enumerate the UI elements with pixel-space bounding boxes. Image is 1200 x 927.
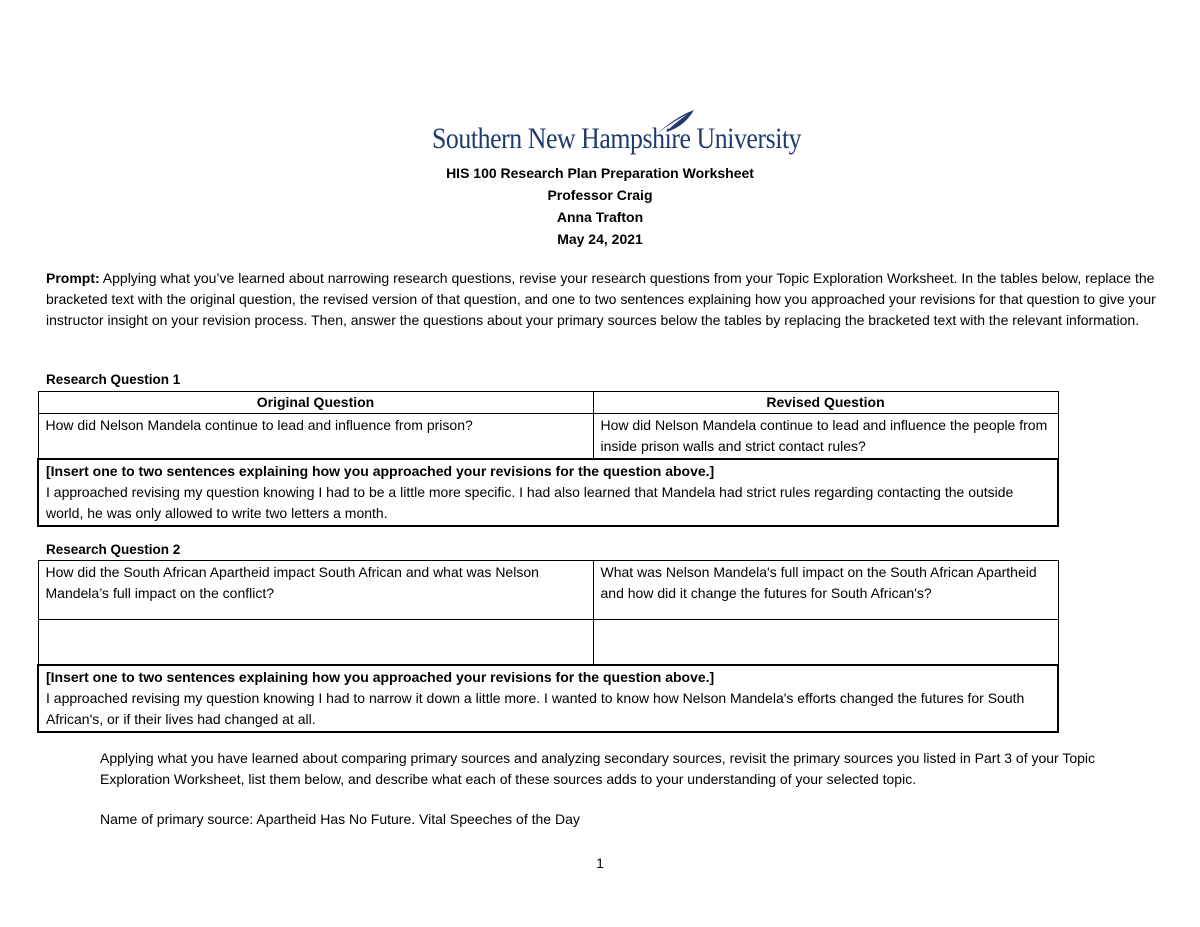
rq2-explanation-text: I approached revising my question knowing I had to narrow it down a little more. I wanted to know how Nelson Mandela's efforts changed the futures for South African's, or if their lives had changed at all. xyxy=(46,690,1025,727)
rq2-empty-cell-left[interactable] xyxy=(38,620,593,666)
rq2-empty-cell-right[interactable] xyxy=(593,620,1058,666)
prompt-label: Prompt: xyxy=(46,270,100,286)
primary-sources-intro: Applying what you have learned about comparing primary sources and analyzing secondary sources, revisit the primary sources you listed in Part 3 of your Topic Exploration Worksheet, list them below, and describe what each of these sources adds to your understanding of your selected topic. xyxy=(100,750,1096,787)
rq2-explanation-cell[interactable] xyxy=(38,665,1058,732)
university-logo xyxy=(432,108,802,160)
research-question-2-table xyxy=(37,560,1059,733)
rq1-original-question[interactable]: How did Nelson Mandela continue to lead and influence from prison? xyxy=(38,414,593,460)
rq2-explanation-instruction: [Insert one to two sentences explaining how you approached your revisions for the question above.] xyxy=(46,669,715,685)
revised-question-header: Revised Question xyxy=(593,392,1058,414)
rq2-revised-question[interactable]: What was Nelson Mandela's full impact on the South African Apartheid and how did it change the futures for South African's? xyxy=(593,561,1058,620)
student-name: Anna Trafton xyxy=(556,209,644,225)
original-question-header: Original Question xyxy=(38,392,593,414)
rq1-explanation-text: I approached revising my question knowing I had to be a little more specific. I had also learned that Mandela had strict rules regarding contacting the outside world, he was only allowed to write two letters a month. xyxy=(46,484,1014,521)
research-question-1-label: Research Question 1 xyxy=(46,372,181,387)
document-header xyxy=(0,162,1200,250)
research-question-2-label: Research Question 2 xyxy=(46,542,181,557)
rq1-revised-question[interactable]: How did Nelson Mandela continue to lead and influence the people from inside prison walls and strict contact rules? xyxy=(593,414,1058,460)
document-date: May 24, 2021 xyxy=(557,231,643,247)
prompt-paragraph xyxy=(46,268,1166,331)
professor-name: Professor Craig xyxy=(547,187,653,203)
research-question-1-table xyxy=(37,391,1059,527)
rq1-explanation-cell[interactable] xyxy=(38,459,1058,526)
prompt-text: Applying what you’ve learned about narrowing research questions, revise your research questions from your Topic Exploration Worksheet. In the tables below, replace the bracketed text with the original question, the revised version of that question, and one to two sentences explaining how you approached your revisions for that question to give your instructor insight on your revision process. Then, answer the questions about your primary sources below the tables by replacing the bracketed text with the relevant information. xyxy=(46,270,1156,328)
worksheet-title: HIS 100 Research Plan Preparation Worksheet xyxy=(446,165,754,181)
rq1-explanation-instruction: [Insert one to two sentences explaining how you approached your revisions for the question above.] xyxy=(46,463,715,479)
logo-text: Southern New Hampshire University xyxy=(432,122,802,155)
rq2-original-question[interactable]: How did the South African Apartheid impact South African and what was Nelson Mandela’s full impact on the conflict? xyxy=(38,561,593,620)
primary-source-name[interactable]: Name of primary source: Apartheid Has No Future. Vital Speeches of the Day xyxy=(100,811,580,827)
page-number: 1 xyxy=(596,855,604,871)
